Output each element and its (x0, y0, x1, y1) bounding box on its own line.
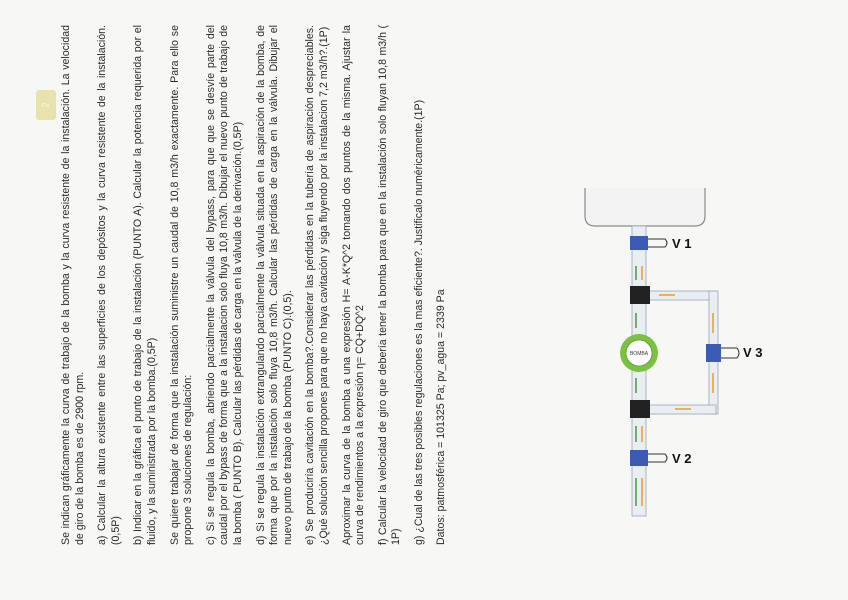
valve-v2-handle (648, 454, 667, 462)
valve-v1 (630, 236, 648, 250)
valve-v3 (706, 344, 721, 362)
valve-v1-label: V 1 (672, 236, 692, 251)
question-a: a) Calcular la altura existente entre las superficies de los depósitos y la curva resistente de la instalación. (0,5P) (96, 25, 122, 545)
pump-label: BOMBA (629, 351, 649, 357)
valve-v1-handle (648, 239, 667, 247)
installation-diagram (575, 188, 835, 518)
question-c: c) Si se regula la bomba, abriendo parcialmente la válvula del bypass, para que que se desvíe parte del caudal por el bypass de forma que a la instalacion solo fluya 10,8 m3/h. Dibujar el nuevo punto de trabajo de la bomba ( PUNTO B). Calcular las pérdidas de carga en la válvula de la derivación.(0,5P) (204, 25, 244, 545)
lower-tee (630, 400, 650, 418)
page-number-tab (36, 90, 56, 120)
upper-tank (585, 188, 705, 226)
data-line: Datos: patmosférica = 101325 Pa; pv_agua = 2339 Pa (435, 289, 448, 545)
question-e: e) Se produciría cavitación en la bomba?.Considerar las pérdidas en la tubería de aspiración despreciables. ¿Qué solución sencilla propones para que no haya cavitación y siga fluyendo por la instalacion 7,2 m3/h?.(1P) (304, 25, 330, 545)
intro-paragraph: Se indican gráficamente la curva de trabajo de la bomba y la curva resistente de la instalación. La velocidad de giro de la bomba es de 2900 rpm. (60, 25, 86, 545)
valve-v3-label: V 3 (743, 345, 763, 360)
bypass-flow-arrows (642, 266, 713, 506)
upper-tee (630, 286, 650, 304)
question-g: g) ¿Cual de las tres posibles regulaciones es la mas eficiente?. Justificalo numéricamente.(1P) (412, 99, 425, 545)
rotated-text-block (60, 25, 530, 545)
regulation-intro: Se quiere trabajar de forma que la instalación suministre un caudal de 10,8 m3/h exactamente. Para ello se propone 3 soluciones de regulación: (168, 25, 195, 545)
question-f: f) Calcular la velocidad de giro que debería tener la bomba para que en la instalación solo fluyan 10,8 m3/h ( 1P) (376, 25, 403, 545)
question-b: b) Indicar en la gráfica el punto de trabajo de la instalación (PUNTO A). Calcular la potencia requerida por el fluido, y la suministrada por la bomba.(0,5P) (132, 25, 158, 545)
approximation-paragraph: Aproximar la curva de la bomba a una expresión H= A-K*Q^2 tomando dos puntos de la misma. Ajustar la curva de rendimientos a la expresión η= CQ+DQ^2 (340, 25, 367, 545)
valve-v3-handle (721, 348, 739, 358)
question-d: d) Si se regula la instalación extrangulando parcialmente la válvula situada en la aspiración de la bomba, de forma que por la instalación solo fluya 10,8 m3/h. Calcular las pérdidas de carga en la válvula. Dibujar el nuevo punto de trabajo de la bomba (PUNTO C).(0,5). (254, 25, 294, 545)
valve-v2-label: V 2 (672, 451, 692, 466)
page-number: 2 (40, 102, 51, 108)
bypass-top-pipe (646, 291, 716, 300)
valve-v2 (630, 450, 648, 466)
